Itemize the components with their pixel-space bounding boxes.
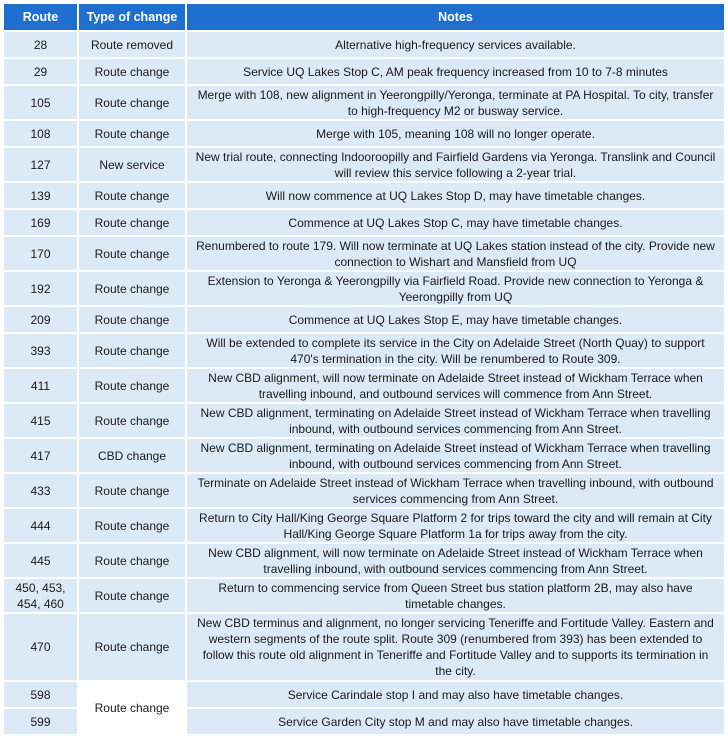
- type-cell: Route change: [79, 614, 187, 682]
- route-cell: 598: [4, 682, 79, 709]
- table-row: [4, 237, 724, 272]
- table-row: [4, 272, 724, 307]
- notes-cell: New CBD terminus and alignment, no longer servicing Teneriffe and Fortitude Valley. Eastern and western segments of the route split. Route 309 (renumbered from 393) has been extended to follow this route old alignment in Teneriffe and Fortitude Valley and to supports its termination in the city.: [187, 614, 724, 682]
- notes-cell: Merge with 108, new alignment in Yeerongpilly/Yeronga, terminate at PA Hospital. To city, transfer to high-frequency M2 or busway service.: [187, 86, 724, 121]
- table-row: [4, 334, 724, 369]
- route-cell: 139: [4, 183, 79, 210]
- route-changes-table: [4, 4, 724, 736]
- header-route: Route: [4, 4, 79, 32]
- notes-cell: New CBD alignment, terminating on Adelaide Street instead of Wickham Terrace when travelling inbound, with outbound services commencing from Ann Street.: [187, 404, 724, 439]
- notes-cell: Will now commence at UQ Lakes Stop D, may have timetable changes.: [187, 183, 724, 210]
- table-row: [4, 148, 724, 183]
- type-cell: CBD change: [79, 439, 187, 474]
- type-cell: Route change: [79, 579, 187, 614]
- notes-cell: Service Garden City stop M and may also have timetable changes.: [187, 709, 724, 736]
- table-row: [4, 614, 724, 682]
- table-row: [4, 210, 724, 237]
- notes-cell: Commence at UQ Lakes Stop C, may have timetable changes.: [187, 210, 724, 237]
- route-cell: 444: [4, 509, 79, 544]
- route-cell: 169: [4, 210, 79, 237]
- route-cell: 28: [4, 32, 79, 59]
- header-type-of-change: Type of change: [79, 4, 187, 32]
- notes-cell: Return to City Hall/King George Square Platform 2 for trips toward the city and will remain at City Hall/King George Square Platform 1a for trips away from the city.: [187, 509, 724, 544]
- type-cell: Route change: [79, 237, 187, 272]
- table-row: [4, 183, 724, 210]
- route-cell: 105: [4, 86, 79, 121]
- table-row: [4, 544, 724, 579]
- route-cell: 127: [4, 148, 79, 183]
- table-row: [4, 579, 724, 614]
- notes-cell: New trial route, connecting Indooroopilly and Fairfield Gardens via Yeronga. Translink and Council will review this service following a 2-year trial.: [187, 148, 724, 183]
- route-cell: 450, 453, 454, 460: [4, 579, 79, 614]
- type-cell: Route change: [79, 509, 187, 544]
- route-cell: 445: [4, 544, 79, 579]
- table-row: [4, 369, 724, 404]
- notes-cell: New CBD alignment, terminating on Adelaide Street instead of Wickham Terrace when travelling inbound, with outbound services commencing from Ann Street.: [187, 439, 724, 474]
- notes-cell: New CBD alignment, will now terminate on Adelaide Street instead of Wickham Terrace when travelling inbound, and outbound services will commence from Ann Street.: [187, 369, 724, 404]
- type-cell: Route change: [79, 682, 187, 736]
- table-row: [4, 474, 724, 509]
- route-cell: 108: [4, 121, 79, 148]
- table-row: [4, 682, 724, 709]
- type-cell: Route removed: [79, 32, 187, 59]
- route-cell: 411: [4, 369, 79, 404]
- type-cell: Route change: [79, 121, 187, 148]
- route-cell: 393: [4, 334, 79, 369]
- type-cell: Route change: [79, 183, 187, 210]
- route-cell: 599: [4, 709, 79, 736]
- table-row: [4, 32, 724, 59]
- type-cell: New service: [79, 148, 187, 183]
- notes-cell: Commence at UQ Lakes Stop E, may have timetable changes.: [187, 307, 724, 334]
- type-cell: Route change: [79, 59, 187, 86]
- route-cell: 29: [4, 59, 79, 86]
- type-cell: Route change: [79, 404, 187, 439]
- route-cell: 192: [4, 272, 79, 307]
- table-row: [4, 307, 724, 334]
- table-row: [4, 86, 724, 121]
- type-cell: Route change: [79, 544, 187, 579]
- route-cell: 170: [4, 237, 79, 272]
- notes-cell: New CBD alignment, will now terminate on Adelaide Street instead of Wickham Terrace when travelling inbound, with outbound services commencing from Ann Street.: [187, 544, 724, 579]
- type-cell: Route change: [79, 307, 187, 334]
- notes-cell: Alternative high-frequency services available.: [187, 32, 724, 59]
- type-cell: Route change: [79, 474, 187, 509]
- table-row: [4, 439, 724, 474]
- table-row: [4, 404, 724, 439]
- route-cell: 209: [4, 307, 79, 334]
- type-cell: Route change: [79, 369, 187, 404]
- route-cell: 433: [4, 474, 79, 509]
- table-row: [4, 509, 724, 544]
- notes-cell: Extension to Yeronga & Yeerongpilly via Fairfield Road. Provide new connection to Yeronga & Yeerongpilly from UQ: [187, 272, 724, 307]
- type-cell: Route change: [79, 272, 187, 307]
- route-cell: 415: [4, 404, 79, 439]
- route-cell: 470: [4, 614, 79, 682]
- type-cell: Route change: [79, 334, 187, 369]
- notes-cell: Service Carindale stop I and may also have timetable changes.: [187, 682, 724, 709]
- type-cell: Route change: [79, 210, 187, 237]
- table-header-row: [4, 4, 724, 32]
- table-row: [4, 59, 724, 86]
- notes-cell: Return to commencing service from Queen Street bus station platform 2B, may also have timetable changes.: [187, 579, 724, 614]
- type-cell: Route change: [79, 86, 187, 121]
- notes-cell: Will be extended to complete its service in the City on Adelaide Street (North Quay) to support 470's termination in the city. Will be renumbered to Route 309.: [187, 334, 724, 369]
- route-cell: 417: [4, 439, 79, 474]
- notes-cell: Service UQ Lakes Stop C, AM peak frequency increased from 10 to 7-8 minutes: [187, 59, 724, 86]
- notes-cell: Merge with 105, meaning 108 will no longer operate.: [187, 121, 724, 148]
- notes-cell: Renumbered to route 179. Will now terminate at UQ Lakes station instead of the city. Provide new connection to Wishart and Mansfield from UQ: [187, 237, 724, 272]
- notes-cell: Terminate on Adelaide Street instead of Wickham Terrace when travelling inbound, with outbound services commencing from Ann Street.: [187, 474, 724, 509]
- header-notes: Notes: [187, 4, 724, 32]
- table-row: [4, 121, 724, 148]
